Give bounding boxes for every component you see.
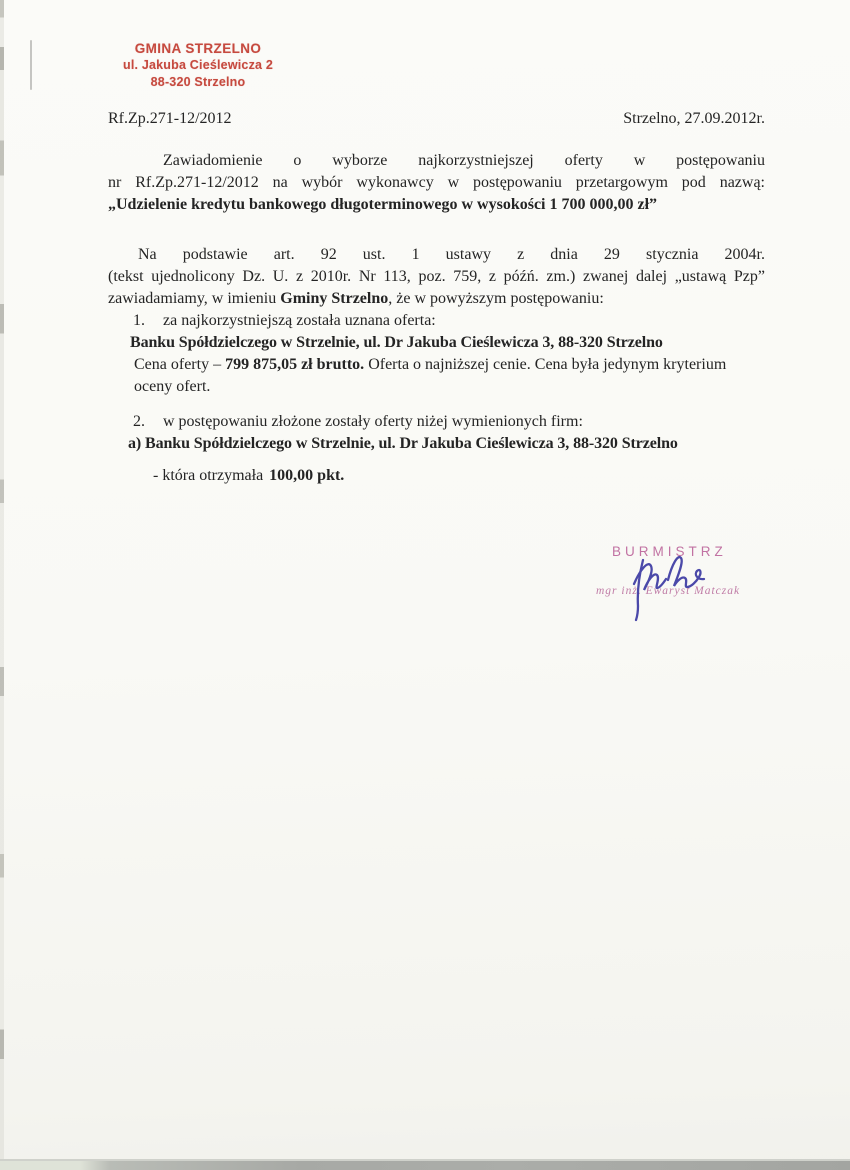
notice-subject-bold: „Udzielenie kredytu bankowego długoterminowego w wysokości 1 700 000,00 zł” [108, 196, 658, 213]
legal-line-3-post: , że w powyższym postępowaniu: [388, 290, 604, 307]
price-line-1 [134, 354, 765, 376]
price-paragraph [108, 354, 765, 398]
offer-a-bank-line: a) Banku Spółdzielczego w Strzelnie, ul. Dr Jakuba Cieślewicza 3, 88-320 Strzelno [128, 435, 678, 452]
notice-paragraph [108, 150, 765, 216]
legal-line-3-pre: zawiadamiamy, w imieniu [108, 290, 281, 307]
signature-block [596, 544, 816, 624]
list-item-1-number: 1. [133, 312, 145, 329]
reference-row [108, 108, 765, 130]
legal-line-1: Na podstawie art. 92 ust. 1 ustawy z dnia 29 stycznia 2004r. [138, 246, 765, 263]
place-and-date: Strzelno, 27.09.2012r. [623, 110, 765, 127]
scan-smudge-mark [30, 40, 32, 90]
notice-line-1: Zawiadomienie o wyborze najkorzystniejszej oferty w postępowaniu [163, 152, 765, 169]
legal-basis-paragraph [108, 244, 765, 354]
mayor-name-stamp: mgr inż. Ewaryst Matczak [596, 585, 741, 597]
legal-line-3 [108, 288, 765, 310]
points-value-bold: 100,00 pkt. [269, 467, 345, 484]
price-post: Oferta o najniższej cenie. Cena była jedynym kryterium [364, 356, 727, 373]
legal-line-3-bold: Gminy Strzelno [280, 290, 389, 307]
sender-stamp-city: 88-320 Strzelno [150, 75, 246, 89]
winning-bank-line: Banku Spółdzielczego w Strzelnie, ul. Dr Jakuba Cieślewicza 3, 88-320 Strzelno [130, 334, 663, 351]
list-item-1-text: za najkorzystniejszą została uznana oferta: [163, 312, 436, 329]
scan-edge-left-artifact [0, 0, 4, 1170]
sender-stamp-street: ul. Jakuba Cieślewicza 2 [122, 58, 273, 72]
submitted-offers-paragraph [108, 411, 765, 487]
scan-edge-bottom-artifact [0, 1159, 850, 1170]
list-item-2-number: 2. [133, 413, 145, 430]
letter-content [108, 0, 765, 487]
reference-number: Rf.Zp.271-12/2012 [108, 110, 232, 127]
mayor-title-stamp: BURMISTRZ [612, 544, 727, 559]
notice-line-2: nr Rf.Zp.271-12/2012 na wybór wykonawcy w postępowaniu przetargowym pod nazwą: [108, 174, 765, 191]
legal-line-2: (tekst ujednolicony Dz. U. z 2010r. Nr 113, poz. 759, z późń. zm.) zwanej dalej „ustawą Pzp” [108, 268, 765, 285]
price-amount-bold: 799 875,05 zł brutto. [225, 356, 365, 373]
points-line [108, 465, 765, 487]
price-line-2: oceny ofert. [134, 378, 211, 395]
sender-stamp [112, 40, 284, 91]
handwritten-signature-ink [620, 546, 720, 624]
sender-stamp-name: GMINA STRZELNO [134, 41, 262, 56]
price-pre: Cena oferty – [134, 356, 226, 373]
points-pre: - która otrzymała [153, 467, 264, 484]
list-item-2-text: w postępowaniu złożone zostały oferty niżej wymienionych firm: [163, 413, 583, 430]
list-item-1 [108, 310, 765, 332]
list-item-2 [108, 411, 765, 433]
